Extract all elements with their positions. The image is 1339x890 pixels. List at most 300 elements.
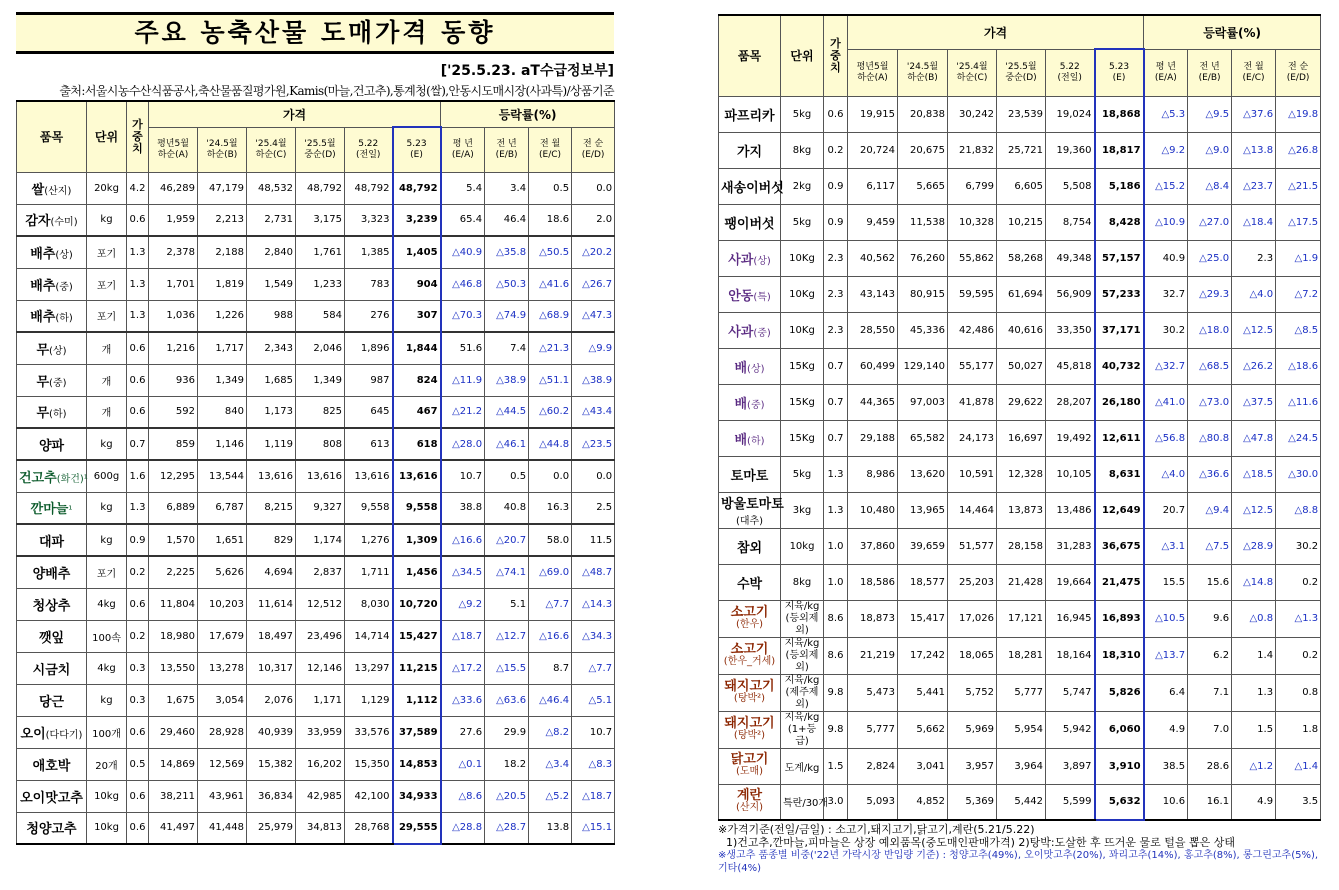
change-ea: 10.6 [1144,784,1188,820]
price-today: 1,112 [393,684,441,716]
change-ea: 15.5 [1144,564,1188,600]
price-d: 3,175 [296,204,345,236]
change-eb: 28.6 [1188,748,1232,784]
change-ec: △51.1 [529,364,572,396]
change-ed: △1.3 [1276,600,1321,637]
issue-date: ['25.5.23. aT수급정보부] [440,63,614,79]
item-unit: 100개 [87,716,127,748]
change-ea: 65.4 [441,204,485,236]
price-d: 33,959 [296,716,345,748]
change-ed: 10.7 [572,716,615,748]
change-eb: △9.5 [1188,96,1232,132]
price-b: 20,675 [898,132,948,168]
price-today: 26,180 [1095,384,1144,420]
item-unit: 포기 [87,236,127,268]
change-ed: 0.8 [1276,674,1321,711]
price-a: 1,570 [149,524,198,556]
item-name: 배(중) [719,384,781,420]
price-p: 8,030 [345,588,393,620]
item-unit: 10kg [87,812,127,844]
price-b: 1,226 [198,300,247,332]
price-today: 57,157 [1095,240,1144,276]
price-c: 59,595 [948,276,997,312]
price-c: 11,614 [247,588,296,620]
change-eb: 0.5 [485,460,529,492]
change-ea: △18.7 [441,620,485,652]
price-a: 41,497 [149,812,198,844]
table-row [719,96,1321,132]
change-ed: △15.1 [572,812,615,844]
price-today: 8,428 [1095,204,1144,240]
price-today: 48,792 [393,172,441,204]
item-name: 계란 (산지) [719,784,781,820]
price-p: 56,909 [1046,276,1095,312]
change-ec: △13.8 [1232,132,1276,168]
price-p: 5,747 [1046,674,1095,711]
price-p: 3,323 [345,204,393,236]
change-ea: 27.6 [441,716,485,748]
price-b: 41,448 [198,812,247,844]
table-row [17,236,615,268]
item-name: 참외 [719,528,781,564]
change-ea: △70.3 [441,300,485,332]
change-eb: △68.5 [1188,348,1232,384]
change-ea: 4.9 [1144,711,1188,748]
header-change: 등락률(%) [441,101,615,127]
price-today: 11,215 [393,652,441,684]
price-p: 19,360 [1046,132,1095,168]
price-d: 2,837 [296,556,345,588]
price-a: 13,550 [149,652,198,684]
change-ed: 2.0 [572,204,615,236]
item-unit: 4kg [87,588,127,620]
item-name: 깻잎 [17,620,87,652]
price-today: 18,310 [1095,637,1144,674]
item-name: 토마토 [719,456,781,492]
price-c: 4,694 [247,556,296,588]
item-unit: 100속 [87,620,127,652]
change-ed: △24.5 [1276,420,1321,456]
change-ed: △47.3 [572,300,615,332]
price-d: 34,813 [296,812,345,844]
change-ed: 1.8 [1276,711,1321,748]
price-b: 15,417 [898,600,948,637]
price-p: 13,486 [1046,492,1095,528]
change-eb: 9.6 [1188,600,1232,637]
price-b: 5,626 [198,556,247,588]
price-c: 40,939 [247,716,296,748]
price-c: 21,832 [948,132,997,168]
item-name: 배추(하) [17,300,87,332]
change-ea: △21.2 [441,396,485,428]
price-b: 3,054 [198,684,247,716]
price-a: 40,562 [848,240,898,276]
change-ea: △56.8 [1144,420,1188,456]
price-d: 16,697 [997,420,1046,456]
change-ec: 8.7 [529,652,572,684]
price-d: 13,616 [296,460,345,492]
change-eb: △50.3 [485,268,529,300]
table-row [719,240,1321,276]
price-p: 42,100 [345,780,393,812]
header-pct-2: 전 월 (E/C) [1232,49,1276,96]
price-p: 5,508 [1046,168,1095,204]
item-name: 양배추 [17,556,87,588]
header-pct-0: 평 년 (E/A) [1144,49,1188,96]
price-d: 1,233 [296,268,345,300]
change-ea: △4.0 [1144,456,1188,492]
item-name: 쌀(산지) [17,172,87,204]
price-p: 276 [345,300,393,332]
table-row [17,652,615,684]
item-weight: 9.8 [824,711,848,748]
price-d: 61,694 [997,276,1046,312]
change-ec: △50.5 [529,236,572,268]
price-a: 6,889 [149,492,198,524]
change-eb: △63.6 [485,684,529,716]
price-b: 1,349 [198,364,247,396]
item-unit: kg [87,524,127,556]
price-a: 11,804 [149,588,198,620]
price-a: 29,188 [848,420,898,456]
price-today: 3,910 [1095,748,1144,784]
item-name: 돼지고기 (탕박²) [719,711,781,748]
item-name: 배(하) [719,420,781,456]
table-row [719,748,1321,784]
price-c: 1,119 [247,428,296,460]
price-d: 29,622 [997,384,1046,420]
change-eb: 46.4 [485,204,529,236]
item-weight: 0.6 [127,780,149,812]
change-eb: △9.4 [1188,492,1232,528]
item-weight: 0.5 [127,748,149,780]
header-col-3: '25.5월 중순(D) [997,49,1046,96]
change-eb: △44.5 [485,396,529,428]
price-c: 30,242 [948,96,997,132]
item-name: 배추(중) [17,268,87,300]
table-row [17,524,615,556]
price-b: 5,441 [898,674,948,711]
change-ed: 0.2 [1276,564,1321,600]
table-row [719,564,1321,600]
price-p: 5,942 [1046,711,1095,748]
change-ea: 6.4 [1144,674,1188,711]
price-d: 825 [296,396,345,428]
item-weight: 1.3 [824,456,848,492]
change-ec: △28.9 [1232,528,1276,564]
price-d: 16,202 [296,748,345,780]
item-unit: 개 [87,364,127,396]
price-b: 1,651 [198,524,247,556]
price-b: 20,838 [898,96,948,132]
price-p: 28,207 [1046,384,1095,420]
header-col-1: '24.5월 하순(B) [198,127,247,172]
price-d: 5,954 [997,711,1046,748]
price-d: 58,268 [997,240,1046,276]
price-a: 18,873 [848,600,898,637]
price-d: 1,761 [296,236,345,268]
item-unit: 지육/kg (등외제외) [781,637,824,674]
price-today: 37,589 [393,716,441,748]
price-d: 6,605 [997,168,1046,204]
price-a: 1,959 [149,204,198,236]
page-title: 주요 농축산물 도매가격 동향 [16,12,614,54]
change-eb: 29.9 [485,716,529,748]
item-weight: 1.3 [127,268,149,300]
price-d: 17,121 [997,600,1046,637]
change-ec: △46.4 [529,684,572,716]
price-d: 42,985 [296,780,345,812]
change-ed: 0.0 [572,460,615,492]
change-ec: △16.6 [529,620,572,652]
price-d: 10,215 [997,204,1046,240]
item-unit: 2kg [781,168,824,204]
price-a: 29,460 [149,716,198,748]
item-name: 안동(특) [719,276,781,312]
item-name: 파프리카 [719,96,781,132]
price-c: 829 [247,524,296,556]
price-p: 33,576 [345,716,393,748]
price-p: 987 [345,364,393,396]
source-note: 출처:서울시농수산식품공사,축산물품질평가원,Kamis(마늘,건고추),통계청(쌀),안동시도매시장(사과특)/상품기준 [59,84,614,98]
price-c: 48,532 [247,172,296,204]
change-ec: △44.8 [529,428,572,460]
change-ec: △8.2 [529,716,572,748]
change-ed: △5.1 [572,684,615,716]
item-weight: 2.3 [824,240,848,276]
table-row [719,456,1321,492]
price-c: 10,317 [247,652,296,684]
item-unit: 10Kg [781,240,824,276]
change-ec: △69.0 [529,556,572,588]
item-unit: 포기 [87,268,127,300]
change-ec: 4.9 [1232,784,1276,820]
change-ed: △26.8 [1276,132,1321,168]
item-name: 사과(상) [719,240,781,276]
item-name: 소고기 (한우) [719,600,781,637]
price-c: 14,464 [948,492,997,528]
price-d: 50,027 [997,348,1046,384]
table-row [719,674,1321,711]
change-ec: △12.5 [1232,492,1276,528]
header-pct-3: 전 순 (E/D) [572,127,615,172]
change-eb: △7.5 [1188,528,1232,564]
header-unit: 단위 [781,15,824,96]
price-p: 9,558 [345,492,393,524]
price-b: 2,213 [198,204,247,236]
price-p: 1,129 [345,684,393,716]
price-today: 467 [393,396,441,428]
change-ed: △19.8 [1276,96,1321,132]
header-pct-0: 평 년 (E/A) [441,127,485,172]
item-name: 방울토마토 (대추) [719,492,781,528]
price-today: 18,817 [1095,132,1144,168]
price-b: 13,620 [898,456,948,492]
price-b: 129,140 [898,348,948,384]
price-p: 19,492 [1046,420,1095,456]
change-ea: △5.3 [1144,96,1188,132]
price-a: 1,036 [149,300,198,332]
item-weight: 1.0 [824,564,848,600]
item-name: 건고추(화건)¹ [17,460,87,492]
price-b: 1,717 [198,332,247,364]
price-today: 3,239 [393,204,441,236]
footnote-pepper-share: ※생고추 품종별 비중('22년 가락시장 반입량 기준) : 청양고추(49%), 오이맛고추(20%), 꽈리고추(14%), 홍고추(8%), 롱그린고추(5%), 기타(4%) [718,850,1319,874]
change-ec: △60.2 [529,396,572,428]
table-row [719,348,1321,384]
price-a: 18,980 [149,620,198,652]
price-c: 2,076 [247,684,296,716]
item-name: 무(하) [17,396,87,428]
item-weight: 0.2 [824,132,848,168]
price-c: 55,177 [948,348,997,384]
change-ed: 3.5 [1276,784,1321,820]
price-today: 21,475 [1095,564,1144,600]
table-row [719,132,1321,168]
item-unit: 4kg [87,652,127,684]
item-unit: 15Kg [781,384,824,420]
change-ed: △34.3 [572,620,615,652]
item-weight: 0.9 [824,168,848,204]
item-unit: 600g [87,460,127,492]
change-ea: △9.2 [441,588,485,620]
change-ec: △14.8 [1232,564,1276,600]
change-ea: △0.1 [441,748,485,780]
price-p: 16,945 [1046,600,1095,637]
change-ec: △3.4 [529,748,572,780]
price-b: 5,662 [898,711,948,748]
price-b: 6,787 [198,492,247,524]
price-today: 15,427 [393,620,441,652]
price-a: 5,093 [848,784,898,820]
item-name: 무(중) [17,364,87,396]
price-a: 5,777 [848,711,898,748]
header-item: 품목 [719,15,781,96]
change-ec: △5.2 [529,780,572,812]
change-ec: △47.8 [1232,420,1276,456]
price-d: 23,539 [997,96,1046,132]
price-c: 10,328 [948,204,997,240]
price-today: 307 [393,300,441,332]
price-p: 15,350 [345,748,393,780]
price-today: 904 [393,268,441,300]
change-ed: △18.6 [1276,348,1321,384]
price-p: 13,616 [345,460,393,492]
table-row [17,716,615,748]
price-d: 584 [296,300,345,332]
price-p: 1,896 [345,332,393,364]
change-ed: △8.5 [1276,312,1321,348]
price-p: 5,599 [1046,784,1095,820]
price-d: 28,158 [997,528,1046,564]
item-weight: 1.5 [824,748,848,784]
item-unit: 20kg [87,172,127,204]
change-ea: △33.6 [441,684,485,716]
price-b: 45,336 [898,312,948,348]
price-d: 5,442 [997,784,1046,820]
price-d: 1,171 [296,684,345,716]
price-today: 13,616 [393,460,441,492]
change-ec: 13.8 [529,812,572,844]
change-eb: 16.1 [1188,784,1232,820]
header-col-5: 5.23 (E) [393,127,441,172]
price-a: 1,216 [149,332,198,364]
price-a: 2,378 [149,236,198,268]
change-ed: △30.0 [1276,456,1321,492]
item-weight: 8.6 [824,637,848,674]
price-a: 2,824 [848,748,898,784]
price-c: 36,834 [247,780,296,812]
table-row [719,784,1321,820]
footnotes [718,823,1320,875]
table-row [17,556,615,588]
item-name: 팽이버섯 [719,204,781,240]
price-p: 613 [345,428,393,460]
price-c: 5,969 [948,711,997,748]
item-unit: kg [87,204,127,236]
price-p: 3,897 [1046,748,1095,784]
price-today: 1,456 [393,556,441,588]
table-header [719,15,1321,96]
change-eb: 3.4 [485,172,529,204]
table-row [17,780,615,812]
price-b: 10,203 [198,588,247,620]
price-today: 16,893 [1095,600,1144,637]
right-panel [718,14,1320,875]
price-a: 20,724 [848,132,898,168]
price-d: 21,428 [997,564,1046,600]
price-b: 13,965 [898,492,948,528]
header-unit: 단위 [87,101,127,172]
item-weight: 0.9 [824,204,848,240]
price-p: 33,350 [1046,312,1095,348]
item-unit: 10kg [87,780,127,812]
table-row [719,492,1321,528]
price-p: 13,297 [345,652,393,684]
change-ea: 40.9 [1144,240,1188,276]
price-c: 2,343 [247,332,296,364]
price-today: 1,844 [393,332,441,364]
price-today: 1,405 [393,236,441,268]
price-c: 13,616 [247,460,296,492]
change-ec: △7.7 [529,588,572,620]
price-today: 57,233 [1095,276,1144,312]
change-ed: △23.5 [572,428,615,460]
price-d: 808 [296,428,345,460]
price-c: 41,878 [948,384,997,420]
price-p: 1,711 [345,556,393,588]
header-col-4: 5.22 (전일) [1046,49,1095,96]
price-p: 1,276 [345,524,393,556]
price-today: 12,611 [1095,420,1144,456]
price-today: 34,933 [393,780,441,812]
change-ec: △4.0 [1232,276,1276,312]
price-c: 1,685 [247,364,296,396]
change-ea: △32.7 [1144,348,1188,384]
price-c: 1,173 [247,396,296,428]
table-row [17,492,615,524]
price-a: 46,289 [149,172,198,204]
change-ec: 1.5 [1232,711,1276,748]
price-d: 40,616 [997,312,1046,348]
price-d: 3,964 [997,748,1046,784]
change-eb: △20.7 [485,524,529,556]
change-ed: △20.2 [572,236,615,268]
change-ec: 16.3 [529,492,572,524]
price-a: 21,219 [848,637,898,674]
price-c: 17,026 [948,600,997,637]
price-today: 9,558 [393,492,441,524]
